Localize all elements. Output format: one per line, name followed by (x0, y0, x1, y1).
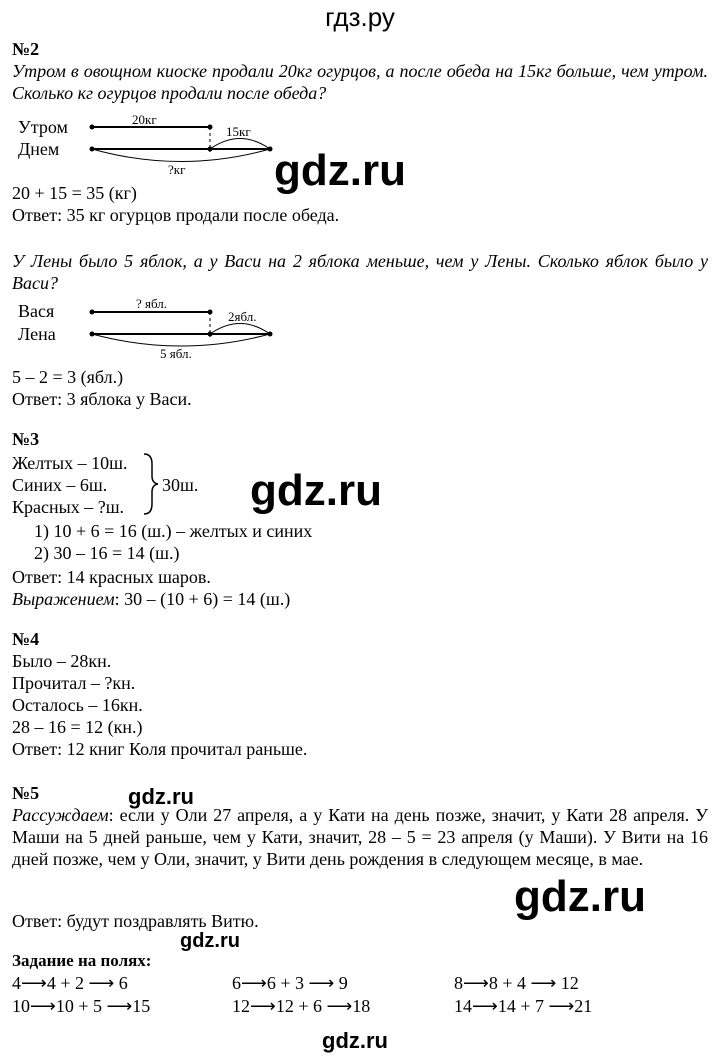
task-2-problem-2: У Лены было 5 яблок, а у Васи на 2 яблока меньше, чем у Лены. Сколько яблок было у Васи? (12, 251, 708, 293)
chain-3: 8⟶8 + 4 ⟶ 12 (454, 973, 579, 993)
task-2-answer-2: Ответ: 3 яблока у Васи. (12, 389, 192, 409)
task-3-item-yellow: Желтых – 10ш. (12, 453, 128, 473)
task-5-reasoning (12, 804, 708, 870)
task-2-answer-1: Ответ: 35 кг огурцов продали после обеда. (12, 205, 340, 225)
task-5-reason-text: : если у Оли 27 апреля, а у Кати на день позже, значит, у Кати 28 апреля. У Маши на 5 дней раньше, чем у Кати, значит, 28 – 5 = 23 апреля (у Маши). У Вити на 16 дней позже, чем у Оли, значит, у Вити день рождения в следующем месяце, в мае. (12, 805, 708, 869)
task-3-total: 30ш. (162, 475, 199, 495)
watermark-1: gdz.ru (274, 146, 406, 195)
arrow-right-icon: ⟶ (308, 973, 335, 993)
chain-5: 12⟶12 + 6 ⟶18 (232, 996, 371, 1016)
diagram-2-label-vasya: Вася (18, 301, 55, 321)
task-2-solution-2: 5 – 2 = 3 (ябл.) (12, 367, 124, 387)
task-4-answer: Ответ: 12 книг Коля прочитал раньше. (12, 739, 308, 759)
task-4-line-left: Осталось – 16кн. (12, 695, 143, 715)
task-3-item-red: Красных – ?ш. (12, 497, 125, 517)
task-4-line-had: Было – 28кн. (12, 651, 112, 671)
chain-4: 10⟶10 + 5 ⟶15 (12, 996, 151, 1016)
watermark-4: gdz.ru (514, 872, 646, 921)
arrow-right-icon: ⟶ (548, 996, 575, 1016)
arrow-right-icon: ⟶ (30, 996, 56, 1016)
diagram-1-top-value: 20кг (132, 112, 157, 127)
task-3-expression: : 30 – (10 + 6) = 14 (ш.) (114, 589, 291, 609)
arrow-right-icon: ⟶ (106, 996, 133, 1016)
task-2-number: №2 (12, 39, 40, 59)
task-4-solution: 28 – 16 = 12 (кн.) (12, 717, 143, 737)
chain-6: 14⟶14 + 7 ⟶21 (454, 996, 593, 1016)
diagram-2-extra-value: 2ябл. (228, 309, 257, 324)
arrow-right-icon: ⟶ (472, 996, 498, 1016)
arrow-right-icon: ⟶ (241, 973, 267, 993)
task-4-number: №4 (12, 629, 40, 649)
task-3-number: №3 (12, 429, 40, 449)
watermark-3: gdz.ru (128, 784, 194, 809)
task-3-expression-line (12, 588, 290, 610)
curly-brace-icon (0, 0, 720, 520)
task-3-item-blue: Синих – 6ш. (12, 475, 108, 495)
watermark-5: gdz.ru (180, 930, 240, 952)
diagram-1-label-day: Днем (18, 139, 60, 159)
diagram-1-bottom-value: ?кг (168, 162, 186, 177)
arrow-right-icon: ⟶ (463, 973, 489, 993)
watermark-6: gdz.ru (322, 1028, 388, 1053)
arrow-right-icon: ⟶ (326, 996, 353, 1016)
task-3-expression-label: Выражением (12, 589, 115, 609)
task-4-line-read: Прочитал – ?кн. (12, 673, 136, 693)
task-5-number: №5 (12, 783, 40, 803)
diagram-2-bottom-value: 5 ябл. (160, 346, 192, 361)
margin-task-title: Задание на полях: (12, 951, 152, 970)
diagram-1-label-morning: Утром (18, 117, 68, 137)
task-5-reason-label: Рассуждаем (12, 805, 109, 825)
diagram-1-extra-value: 15кг (226, 124, 251, 139)
task-3-step-2: 2) 30 – 16 = 14 (ш.) (34, 543, 180, 563)
task-3-step-1: 1) 10 + 6 = 16 (ш.) – желтых и синих (34, 521, 313, 541)
task-2-problem-1: Утром в овощном киоске продали 20кг огурцов, а после обеда на 15кг больше, чем утром. Сколько кг огурцов продали после обеда? (12, 61, 708, 103)
diagram-2-label-lena: Лена (18, 324, 56, 344)
task-2-solution-1: 20 + 15 = 35 (кг) (12, 183, 137, 203)
diagram-2-top-value: ? ябл. (136, 296, 168, 311)
arrow-right-icon: ⟶ (21, 973, 47, 993)
task-3-answer: Ответ: 14 красных шаров. (12, 567, 211, 587)
chain-1: 4⟶4 + 2 ⟶ 6 (12, 973, 128, 993)
arrow-right-icon: ⟶ (250, 996, 276, 1016)
arrow-right-icon: ⟶ (530, 973, 557, 993)
watermark-2: gdz.ru (250, 466, 382, 515)
chain-2: 6⟶6 + 3 ⟶ 9 (232, 973, 348, 993)
arrow-right-icon: ⟶ (88, 973, 115, 993)
site-header[interactable]: гдз.ру (325, 2, 395, 32)
task-5-answer: Ответ: будут поздравлять Витю. (12, 911, 259, 931)
